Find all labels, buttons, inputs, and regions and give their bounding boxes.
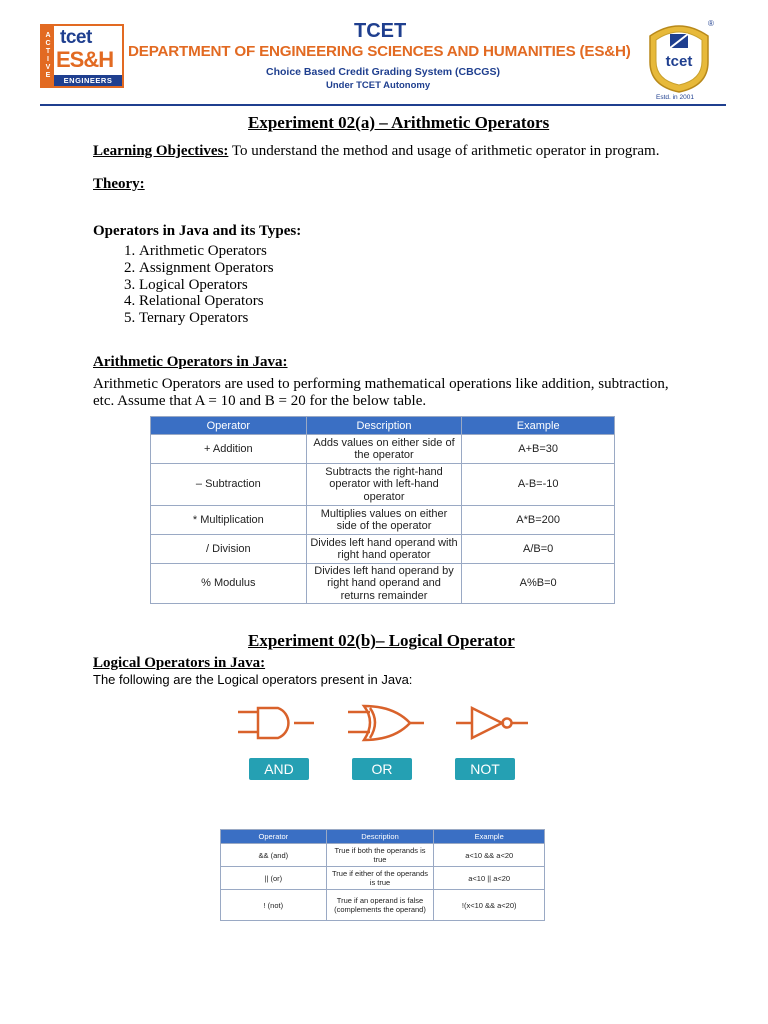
types-heading: Operators in Java and its Types: — [93, 223, 302, 239]
logic-gates-figure — [180, 700, 590, 818]
arithmetic-intro-line-1: Arithmetic Operators are used to performing mathematical operations like addition, subtraction, — [93, 376, 669, 392]
logical-intro: The following are the Logical operators present in Java: — [93, 672, 413, 687]
active-letter: I — [47, 56, 49, 63]
or-label: OR — [352, 758, 412, 780]
table-cell: Divides left hand operand by right hand operand and returns remainder — [306, 564, 462, 604]
logical-heading: Logical Operators in Java: — [93, 655, 266, 671]
established-text: Estd. in 2001 — [656, 94, 694, 101]
column-header: Example — [462, 417, 615, 435]
arithmetic-operators-table — [150, 416, 615, 604]
not-gate-icon — [456, 708, 528, 738]
table-cell: a<10 && a<20 — [434, 844, 545, 867]
experiment-b-title: Experiment 02(b)– Logical Operator — [248, 631, 515, 650]
table-cell: % Modulus — [151, 564, 307, 604]
column-header: Example — [434, 830, 545, 844]
logo-tcet-text: tcet — [60, 27, 92, 48]
table-cell: Adds values on either side of the operator — [306, 435, 462, 464]
table-cell: True if an operand is false (complements the operand) — [326, 890, 434, 921]
table-cell: A-B=-10 — [462, 464, 615, 506]
autonomy-line: Under TCET Autonomy — [326, 80, 431, 91]
table-cell: * Multiplication — [151, 506, 307, 535]
operator-types-list — [114, 243, 274, 327]
not-label: NOT — [455, 758, 515, 780]
table-cell: a<10 || a<20 — [434, 867, 545, 890]
column-header: Description — [326, 830, 434, 844]
table-row — [151, 506, 615, 535]
department-name: DEPARTMENT OF ENGINEERING SCIENCES AND HUMANITIES (ES&H) — [128, 43, 631, 60]
column-header: Operator — [151, 417, 307, 435]
table-cell: True if both the operands is true — [326, 844, 434, 867]
active-letter: C — [45, 40, 51, 47]
cbcgs-line: Choice Based Credit Grading System (CBCGS) — [266, 66, 500, 78]
header-divider — [40, 104, 726, 106]
theory-label: Theory: — [93, 176, 145, 192]
table-cell: || (or) — [221, 867, 327, 890]
table-cell: !(x<10 && a<20) — [434, 890, 545, 921]
arithmetic-heading: Arithmetic Operators in Java: — [93, 354, 288, 370]
table-cell: A/B=0 — [462, 535, 615, 564]
table-cell: A%B=0 — [462, 564, 615, 604]
table-cell: / Division — [151, 535, 307, 564]
active-letter: A — [45, 32, 51, 39]
logo-engineers-text: ENGINEERS — [54, 75, 122, 86]
registered-mark: ® — [708, 19, 714, 28]
learning-objectives — [93, 143, 659, 160]
objectives-label: Learning Objectives: — [93, 143, 229, 159]
active-letter: T — [45, 48, 51, 55]
esh-logo — [40, 24, 124, 88]
seal-text: tcet — [665, 53, 693, 70]
active-letter: E — [45, 72, 51, 79]
list-item: 4. Relational Operators — [139, 293, 274, 310]
table-cell: True if either of the operands is true — [326, 867, 434, 890]
table-cell: A*B=200 — [462, 506, 615, 535]
table-cell: && (and) — [221, 844, 327, 867]
institute-name: TCET — [354, 20, 407, 42]
table-cell: ! (not) — [221, 890, 327, 921]
tcet-seal-logo — [642, 14, 716, 94]
column-header: Operator — [221, 830, 327, 844]
list-item: 1. Arithmetic Operators — [139, 243, 274, 260]
experiment-a-title: Experiment 02(a) – Arithmetic Operators — [248, 113, 550, 132]
table-cell: + Addition — [151, 435, 307, 464]
and-label: AND — [249, 758, 309, 780]
logo-esh-text: ES&H — [56, 47, 114, 72]
table-header-row — [151, 417, 615, 435]
or-gate-icon — [348, 706, 424, 740]
table-row — [151, 535, 615, 564]
table-row — [221, 867, 545, 890]
table-row — [151, 464, 615, 506]
logical-operators-table — [220, 829, 545, 921]
active-strip — [42, 26, 54, 86]
and-gate-icon — [238, 708, 314, 738]
list-item: 3. Logical Operators — [139, 277, 274, 294]
table-cell: A+B=30 — [462, 435, 615, 464]
list-item: 5. Ternary Operators — [139, 310, 274, 327]
table-header-row — [221, 830, 545, 844]
table-row — [151, 435, 615, 464]
active-letter: V — [45, 64, 51, 71]
column-header: Description — [306, 417, 462, 435]
table-cell: Multiplies values on either side of the operator — [306, 506, 462, 535]
table-row — [151, 564, 615, 604]
table-cell: – Subtraction — [151, 464, 307, 506]
table-row — [221, 890, 545, 921]
gate-symbols — [180, 700, 590, 756]
table-row — [221, 844, 545, 867]
arithmetic-intro-line-2: etc. Assume that A = 10 and B = 20 for the below table. — [93, 393, 427, 409]
table-cell: Divides left hand operand with right hand operator — [306, 535, 462, 564]
table-cell: Subtracts the right-hand operator with left-hand operator — [306, 464, 462, 506]
list-item: 2. Assignment Operators — [139, 260, 274, 277]
objectives-text: To understand the method and usage of arithmetic operator in program. — [228, 143, 660, 159]
